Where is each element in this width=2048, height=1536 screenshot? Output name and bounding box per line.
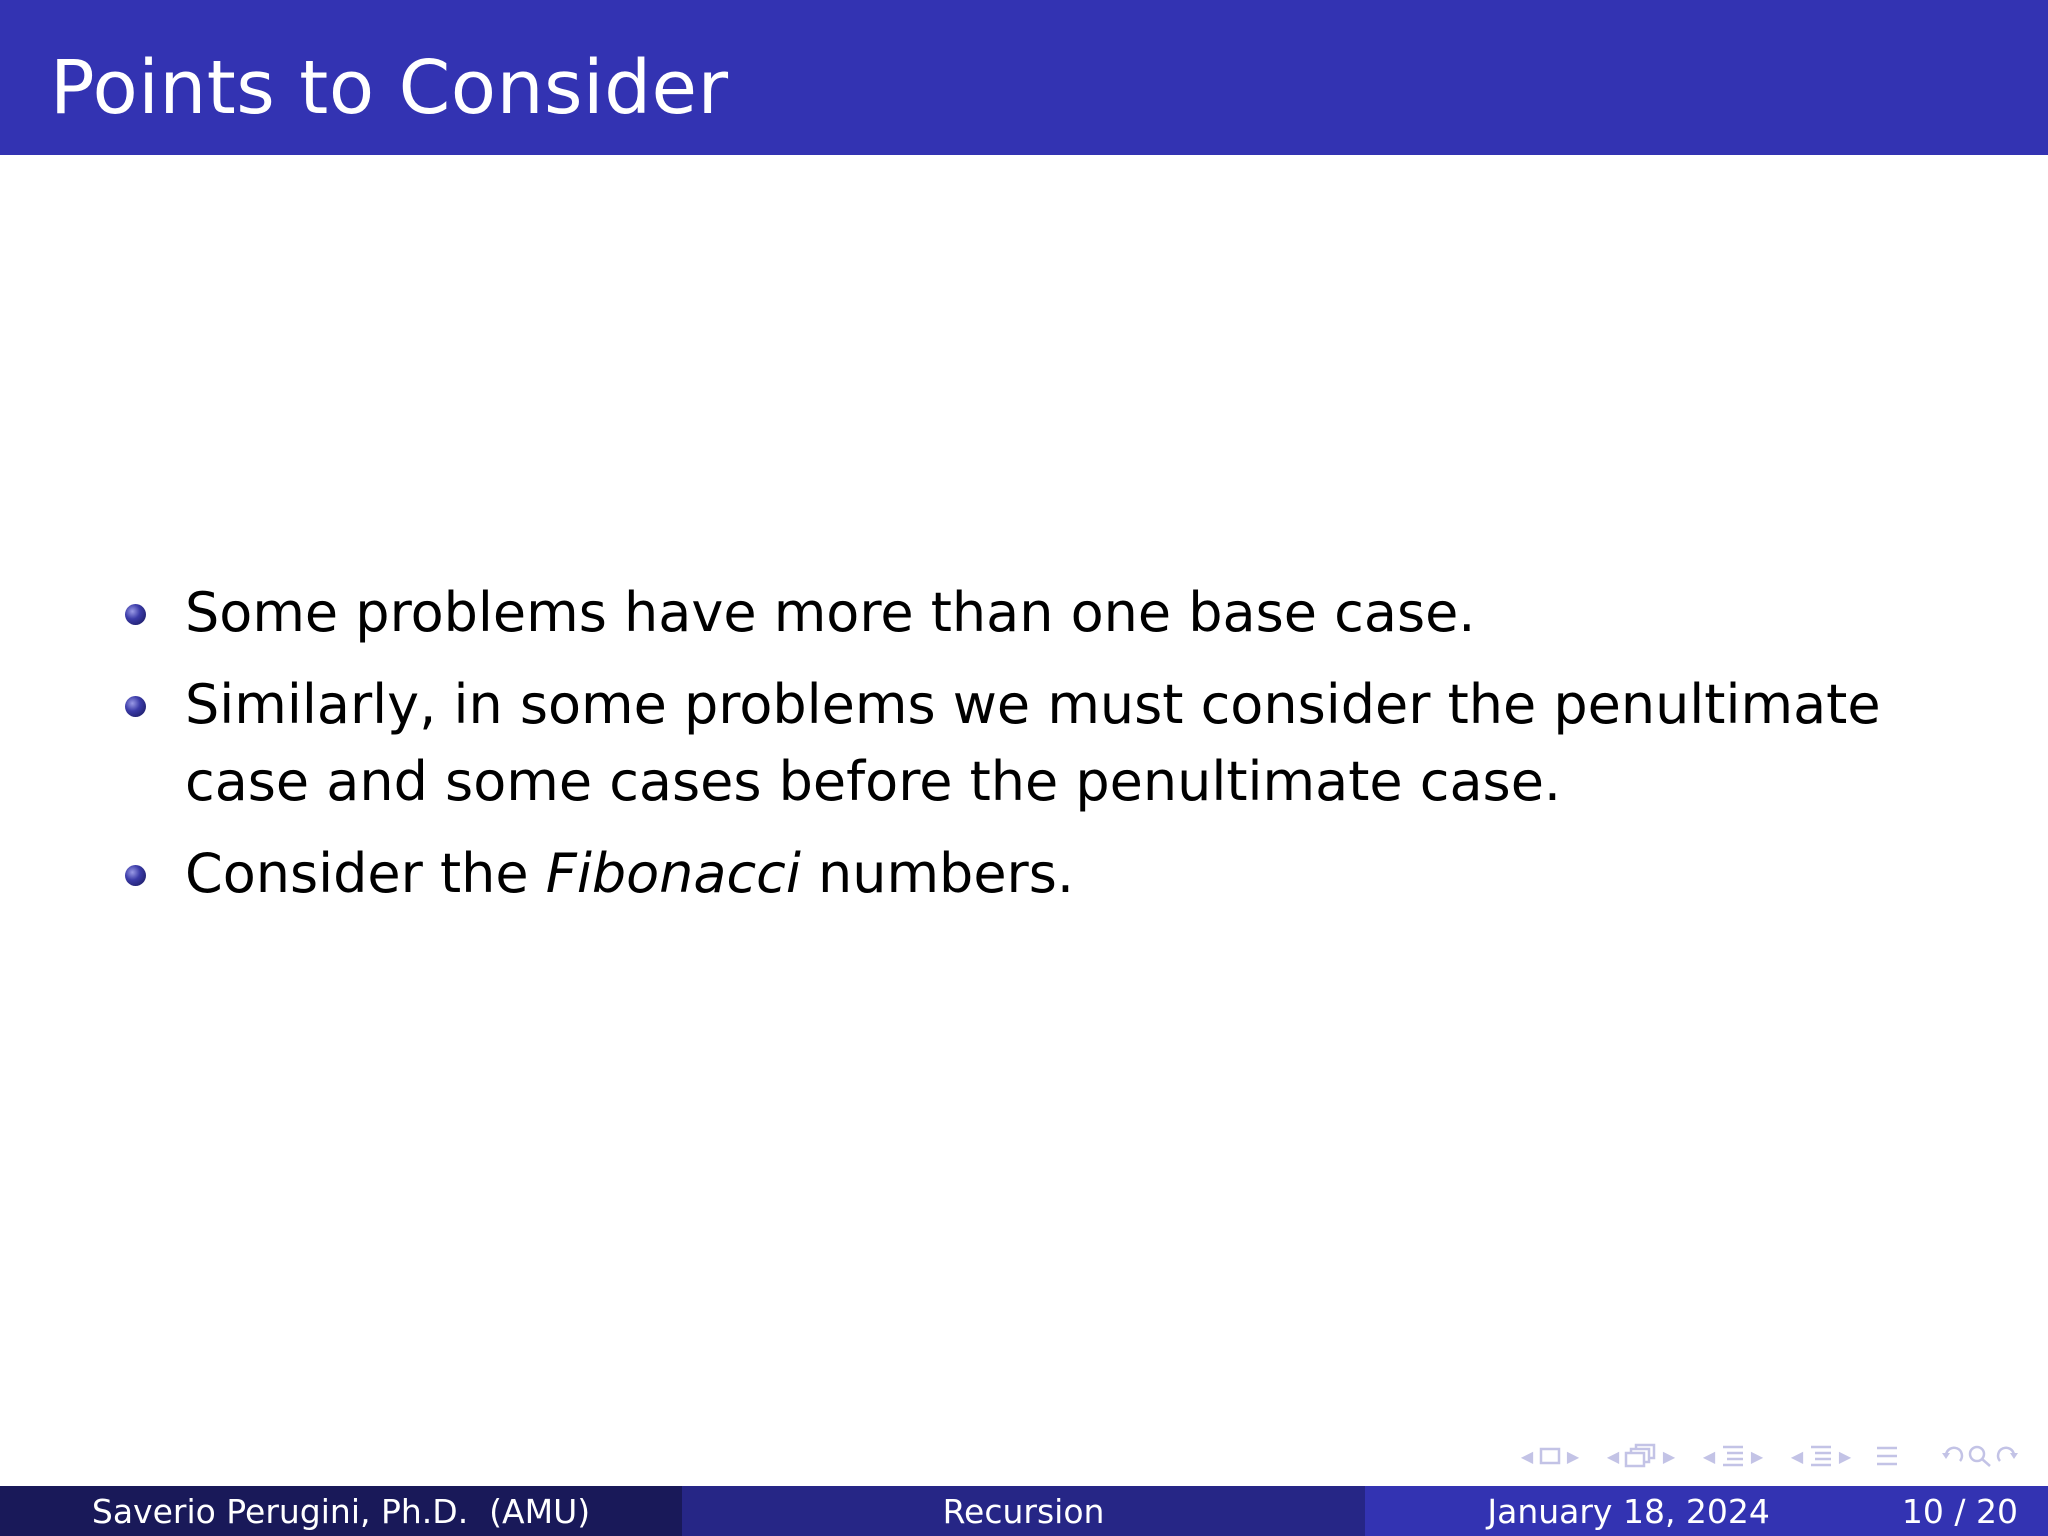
nav-subsection-group [1602,1443,1680,1469]
footer-author [0,1486,682,1536]
bullet-text-after: numbers. [800,842,1075,905]
footer-date-page [1365,1486,2048,1536]
footer-title [682,1486,1365,1536]
next-frame-arrow-icon[interactable]: ▶ [1566,1446,1580,1466]
footer-date: January 18, 2024 [1487,1491,1770,1531]
forward-icon[interactable] [1994,1443,2020,1469]
bullet-text-emphasis: Fibonacci [545,842,801,905]
search-icon[interactable] [1966,1443,1994,1469]
back-icon[interactable] [1940,1443,1966,1469]
next-subsection-arrow-icon[interactable]: ▶ [1662,1446,1676,1466]
prev-presentation-arrow-icon[interactable]: ◀ [1790,1446,1804,1466]
presentation-icon[interactable] [1808,1443,1834,1469]
frame-icon[interactable] [1538,1444,1562,1468]
bullet-icon [125,865,146,886]
prev-subsection-arrow-icon[interactable]: ◀ [1606,1446,1620,1466]
nav-search-group [1940,1443,2020,1469]
next-presentation-arrow-icon[interactable]: ▶ [1838,1446,1852,1466]
navigation-symbols [1498,1442,2020,1470]
prev-frame-arrow-icon[interactable]: ◀ [1520,1446,1534,1466]
bullet-icon [125,696,146,717]
outline-icon[interactable] [1874,1443,1900,1469]
subsection-icon[interactable] [1624,1443,1658,1469]
prev-section-arrow-icon[interactable]: ◀ [1702,1446,1716,1466]
footer-bar [0,1486,2048,1536]
bullet-text-before: Consider the [185,842,546,905]
nav-outline-group [1874,1443,1900,1469]
nav-frame-group [1516,1444,1584,1468]
list-item [125,574,2005,651]
frame-title: Points to Consider [50,45,729,131]
nav-presentation-group [1786,1443,1856,1469]
nav-section-group [1698,1443,1768,1469]
footer-author-text: Saverio Perugini, Ph.D. (AMU) [91,1491,591,1531]
bullet-text: Some problems have more than one base case. [185,581,1476,644]
bullet-icon [125,604,146,625]
next-section-arrow-icon[interactable]: ▶ [1750,1446,1764,1466]
section-icon[interactable] [1720,1443,1746,1469]
bullet-text: Similarly, in some problems we must consider the penultimate case and some cases before the penultimate case. [185,673,1881,813]
footer-title-text: Recursion [942,1491,1105,1531]
bullet-list [125,574,2005,927]
frame-title-bar [0,0,2048,155]
list-item [125,666,2005,820]
list-item [125,835,2005,912]
footer-page-number: 10 / 20 [1901,1491,2018,1531]
